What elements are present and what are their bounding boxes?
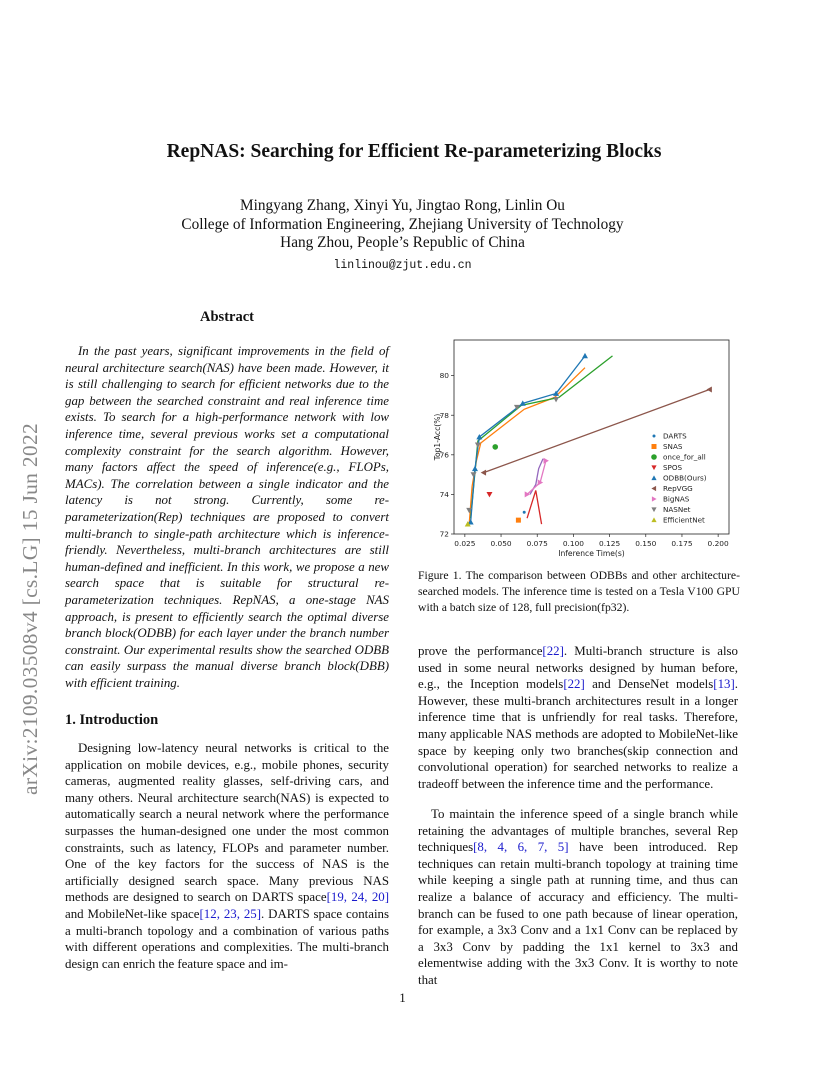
x-axis-label: Inference Time(s) xyxy=(558,549,625,558)
x-tick-label: 0.050 xyxy=(490,539,512,548)
right-text-e: To maintain the inference speed of a single branch while retaining the advantages of multiple branches, several Rep techniques xyxy=(418,807,738,855)
author-names: Mingyang Zhang, Xinyi Yu, Jingtao Rong, Linlin Ou xyxy=(240,197,565,214)
citation-link[interactable]: [12, 23, 25] xyxy=(199,906,262,921)
data-point xyxy=(706,386,711,392)
legend-marker xyxy=(651,517,656,522)
data-point xyxy=(544,458,549,464)
abstract-text xyxy=(65,343,389,691)
chart-legend xyxy=(651,432,707,525)
x-tick-label: 0.175 xyxy=(671,539,693,548)
data-point xyxy=(582,353,588,358)
intro-paragraph-1 xyxy=(65,740,389,972)
legend-entry: BigNAS xyxy=(663,494,690,504)
data-point xyxy=(471,472,477,477)
right-text-f: have been introduced. Rep techniques can retain multi-branch topology at training time while keeping a single path at running time, and thus can realize a balance of accuracy and efficiency. The multi-branch can be fused to one path because of linear operation, for example, a 3x3 Conv and a 1x1 Conv can be replaced by a 3x3 Conv by padding the 1x1 kernel to 3x3 and elementwise adding with the 3x3 Conv. It is worthy to note that xyxy=(418,840,738,987)
data-point xyxy=(481,470,486,476)
legend-marker xyxy=(651,454,657,460)
legend-entry: DARTS xyxy=(663,431,687,441)
right-paragraph-1 xyxy=(418,643,738,792)
legend-marker xyxy=(651,465,656,470)
citation-link[interactable]: [22] xyxy=(563,677,585,692)
intro-text-a: Designing low-latency neural networks is critical to the application on mobile devices, e.g., mobile phones, security cameras, augmented reality glasses, self-driving cars, and many others. Neural architecture search(NAS) is expected to automatically search a neural network where the performance surpasses the human-designed one under the most common constraints, such as latency, FLOPs and parameter number. One of the key factors for the success of NAS is the artificially designed search space. Many previous NAS methods are designed to search on DARTS space xyxy=(65,741,389,905)
legend-marker xyxy=(651,475,656,480)
data-point xyxy=(516,518,521,523)
right-text-d: . However, these multi-branch architectures result in a longer inference time that is unfriendly for real tasks. Therefore, many applicable NAS methods are adopted to MobileNet-like space by keeping only two branches(skip connection and convolutional operation) for searched networks to realize a tradeoff between the inference time and the performance. xyxy=(418,677,738,791)
abstract-heading: Abstract xyxy=(200,309,254,325)
legend-marker xyxy=(652,496,657,501)
page-number: 1 xyxy=(399,990,406,1005)
legend-entry: RepVGG xyxy=(663,484,693,494)
affiliation-line-1: College of Information Engineering, Zhejiang University of Technology xyxy=(181,215,624,233)
legend-entry: SNAS xyxy=(663,442,683,452)
x-tick-label: 0.025 xyxy=(454,539,476,548)
intro-text-c: . DARTS space contains a multi-branch topology and a combination of various paths with different operations and complexities. The multi-branch design can enrich the feature space and im- xyxy=(65,906,389,971)
x-tick-label: 0.100 xyxy=(562,539,584,548)
legend-entry: EfficientNet xyxy=(663,515,705,525)
series-line xyxy=(527,490,541,524)
data-point xyxy=(553,397,559,402)
data-point xyxy=(523,511,526,514)
figure-1-chart xyxy=(418,336,740,564)
introduction-text xyxy=(65,740,389,972)
y-tick-label: 72 xyxy=(439,529,449,539)
legend-marker xyxy=(651,507,656,512)
x-tick-label: 0.150 xyxy=(635,539,657,548)
abstract-paragraph: In the past years, significant improvements in the field of neural architecture search(NAS) have been made. However, it is still challenging to search for efficient networks due to the gap between the searched constraint and real inference time exists. To search for a high-performance network with low inference time, several previous works set a computational complexity constraint for the search algorithm. However, many factors affect the speed of inference(e.g., FLOPs, MACs). The correlation between a single indicator and the latency is not strong. Currently, some re-parameterization(Rep) techniques are proposed to convert multi-branch to single-path architecture which is inference-friendly. Nevertheless, multi-branch architectures are still human-defined and inefficient. In this work, we propose a new search space that is suitable for structural re-parameterization techniques. RepNAS, a one-stage NAS approach, is present to efficiently search the optimal diverse branch block(ODBB) for each layer under the branch number constraint. Our experimental results show the searched ODBB can easily surpass the manual diverse branch block(DBB) with efficient training. xyxy=(65,344,389,690)
x-tick-label: 0.200 xyxy=(707,539,729,548)
legend-entry: once_for_all xyxy=(663,452,706,462)
data-point xyxy=(486,492,492,497)
legend-marker xyxy=(653,435,656,438)
y-tick-label: 80 xyxy=(439,371,449,381)
citation-link[interactable]: [19, 24, 20] xyxy=(326,890,390,905)
legend-marker xyxy=(652,444,657,449)
right-text-b: . Multi-branch structure is also used in some neural networks designed by human before, e.g., the Inception models xyxy=(418,644,738,692)
citation-link[interactable]: [8, 4, 6, 7, 5] xyxy=(473,840,569,855)
affiliation-line-2: Hang Zhou, People’s Republic of China xyxy=(280,234,525,251)
author-block xyxy=(0,197,805,275)
series-line xyxy=(471,356,585,522)
legend-marker xyxy=(651,486,656,491)
x-tick-label: 0.125 xyxy=(599,539,621,548)
right-text-a: prove the performance xyxy=(418,644,543,658)
y-tick-label: 74 xyxy=(439,490,449,500)
legend-entry: ODBB(Ours) xyxy=(663,473,707,483)
series-line xyxy=(471,356,613,518)
data-point xyxy=(472,466,478,471)
y-tick-label: 76 xyxy=(439,450,449,460)
legend-entry: SPOS xyxy=(663,463,683,473)
data-point xyxy=(492,444,498,450)
right-text-c: and DenseNet models xyxy=(584,677,714,692)
x-tick-label: 0.075 xyxy=(526,539,548,548)
arxiv-stamp: arXiv:2109.03508v4 [cs.LG] 15 Jun 2022 xyxy=(18,422,42,795)
citation-link[interactable]: [22] xyxy=(542,644,564,658)
figure-caption: Figure 1. The comparison between ODBBs and other architecture-searched models. The inference time is tested on a Tesla V100 GPU with a batch size of 128, full precision(fp32). xyxy=(418,569,740,615)
author-email[interactable]: linlinou@zjut.edu.cn xyxy=(333,258,472,272)
y-axis-label: Top1-Acc(%) xyxy=(433,413,442,461)
introduction-heading: 1. Introduction xyxy=(65,712,159,728)
y-tick-label: 78 xyxy=(439,410,449,420)
legend-entry: NASNet xyxy=(663,505,691,515)
right-paragraph-2 xyxy=(418,806,738,989)
paper-title: RepNAS: Searching for Efficient Re-parameterizing Blocks xyxy=(166,141,662,162)
intro-text-b: and MobileNet-like space xyxy=(65,906,200,921)
right-column-text-2 xyxy=(418,806,738,989)
citation-link[interactable]: [13] xyxy=(713,677,735,692)
right-column-text-1 xyxy=(418,643,738,792)
